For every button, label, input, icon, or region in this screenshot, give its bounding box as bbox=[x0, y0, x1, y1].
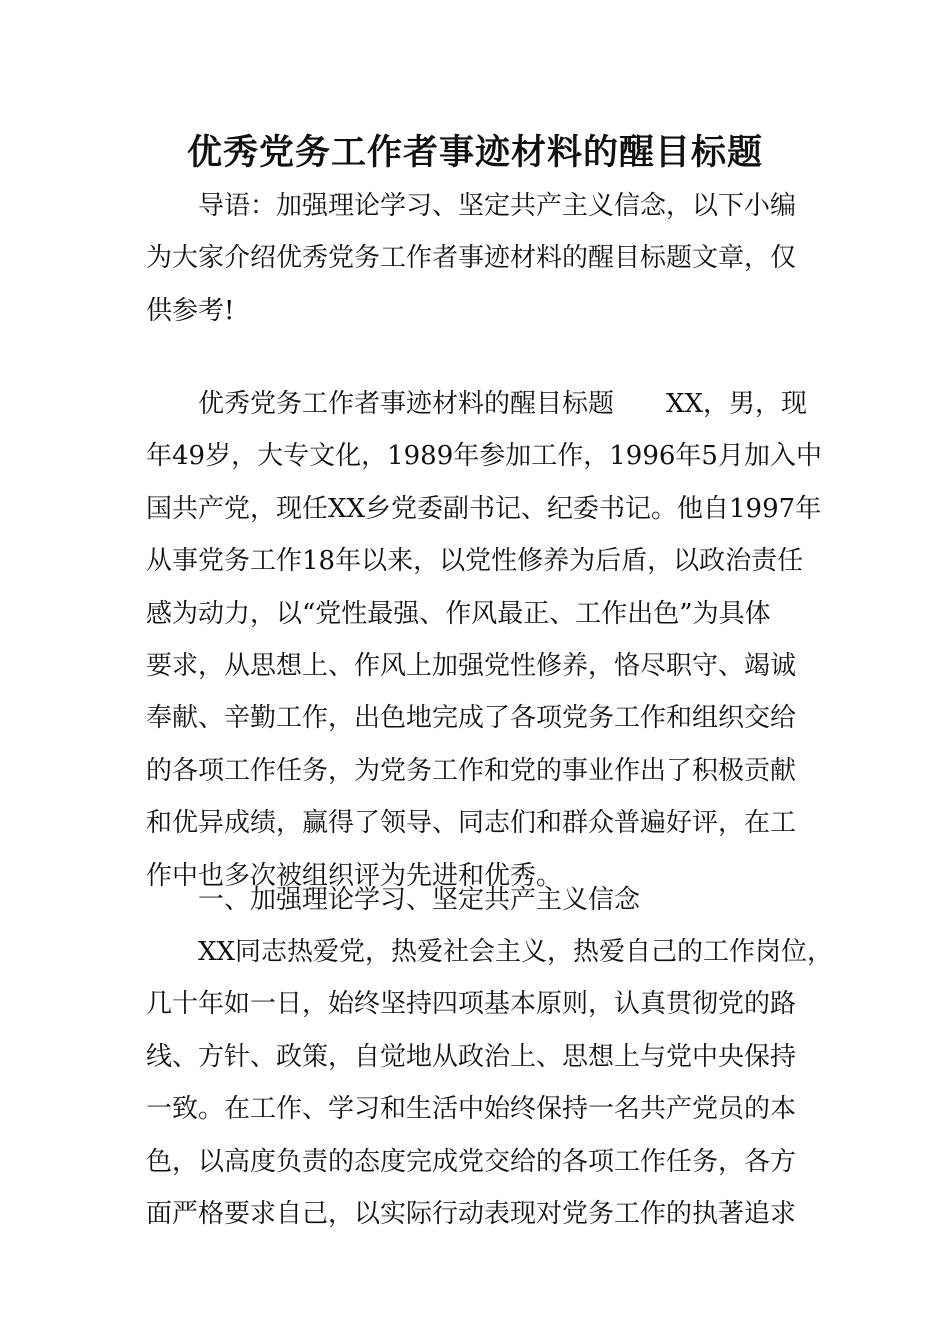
main-line: 奉献、辛勤工作，出色地完成了各项党务工作和组织交给 bbox=[146, 703, 797, 734]
section-paragraph bbox=[146, 926, 834, 1240]
intro-line: 为大家介绍优秀党务工作者事迹材料的醒目标题文章，仅 bbox=[146, 243, 797, 274]
main-line: 感为动力，以“党性最强、作风最正、工作出色”为具体 bbox=[146, 598, 771, 629]
section-line: 色，以高度负责的态度完成党交给的各项工作任务，各方 bbox=[146, 1146, 797, 1177]
intro-paragraph bbox=[146, 180, 810, 337]
main-line: 要求，从思想上、作风上加强党性修养，恪尽职守、竭诚 bbox=[146, 650, 797, 681]
main-line: 从事党务工作18年以来，以党性修养为后盾，以政治责任 bbox=[146, 546, 804, 577]
section-heading-text: 一、加强理论学习、坚定共产主义信念 bbox=[198, 885, 641, 915]
main-line: 作中也多次被组织评为先进和优秀。 bbox=[146, 860, 563, 891]
section-line: 线、方针、政策，自觉地从政治上、思想上与党中央保持 bbox=[146, 1041, 797, 1072]
main-line: 和优异成绩，赢得了领导、同志们和群众普遍好评，在工 bbox=[146, 808, 797, 839]
main-line: 优秀党务工作者事迹材料的醒目标题 XX，男，现 bbox=[198, 389, 808, 419]
intro-line: 供参考! bbox=[146, 295, 235, 326]
main-line: 年49岁，大专文化，1989年参加工作，1996年5月加入中 bbox=[146, 441, 822, 472]
main-line: 的各项工作任务，为党务工作和党的事业作出了积极贡献 bbox=[146, 755, 797, 786]
section-line: XX同志热爱党，热爱社会主义，热爱自己的工作岗位， bbox=[198, 937, 834, 967]
section-line: 面严格要求自己，以实际行动表现对党务工作的执著追求 bbox=[146, 1198, 797, 1229]
section-heading bbox=[146, 874, 810, 926]
intro-line: 导语：加强理论学习、坚定共产主义信念，以下小编 bbox=[198, 191, 797, 221]
main-paragraph bbox=[146, 378, 822, 902]
section-line: 一致。在工作、学习和生活中始终保持一名共产党员的本 bbox=[146, 1094, 797, 1125]
main-line: 国共产党，现任XX乡党委副书记、纪委书记。他自1997年 bbox=[146, 493, 822, 524]
document-title: 优秀党务工作者事迹材料的醒目标题 bbox=[186, 132, 763, 173]
section-line: 几十年如一日，始终坚持四项基本原则，认真贯彻党的路 bbox=[146, 989, 797, 1020]
